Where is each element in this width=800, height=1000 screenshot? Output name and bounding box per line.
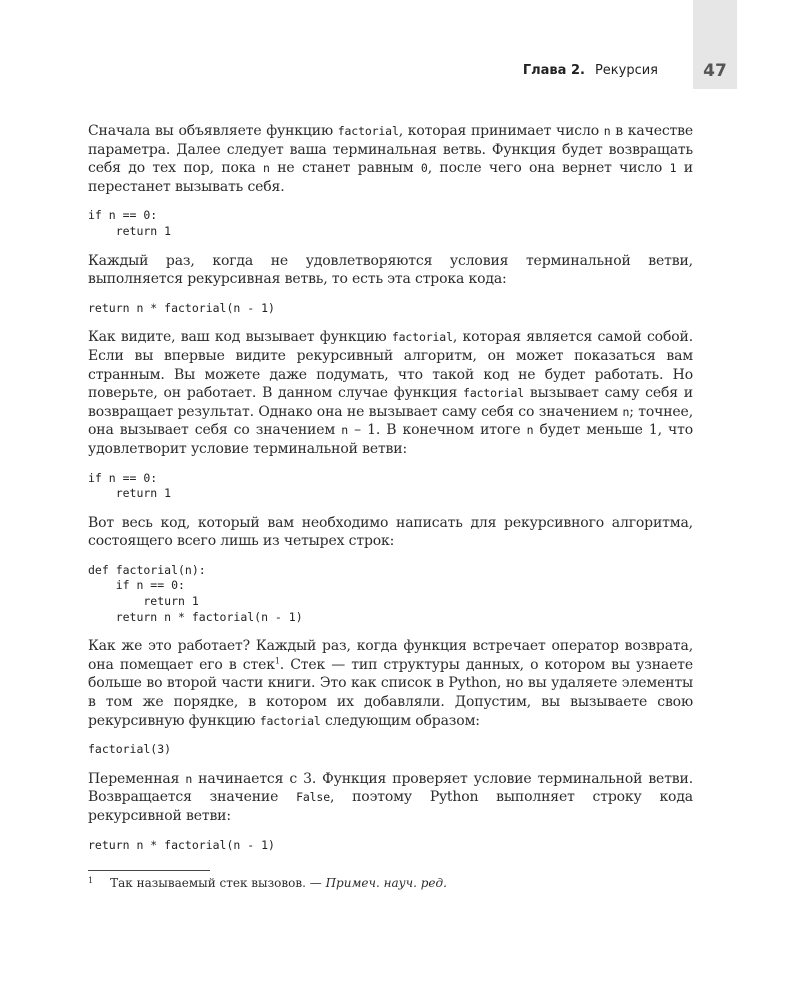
- inline-code: n: [263, 161, 270, 176]
- footnote-editor-note: Примеч. науч. ред.: [325, 876, 447, 890]
- inline-code: n: [341, 423, 348, 438]
- paragraph-intro: Сначала вы объявляете функцию factorial, которая принимает число n в качестве параметра. Далее следует ваша терминальная ветвь. Функция будет возвращать себя до тех пор, пока n не станет равным 0, после чего она вернет число 1 и перестанет вызывать себя.: [88, 123, 693, 195]
- footnote: [88, 876, 693, 890]
- code-block-full-factorial: def factorial(n): if n == 0: return 1 return n * factorial(n - 1): [88, 562, 303, 624]
- chapter-label: Глава 2.: [522, 63, 585, 78]
- code-block-recursive-line: return n * factorial(n - 1): [88, 300, 275, 315]
- chapter-title: Рекурсия: [594, 63, 658, 78]
- code-block-base-case-repeat: if n == 0: return 1: [88, 470, 172, 501]
- footnote-divider: [88, 870, 210, 871]
- inline-code: 1: [669, 161, 677, 176]
- footnote-reference: 1: [274, 656, 280, 666]
- page-number: 47: [703, 61, 727, 81]
- paragraph-trace: Переменная n начинается с 3. Функция проверяет условие терминальной ветви. Возвращается значение False, поэтому Python выполняет строку кода рекурсивной ветви:: [88, 770, 694, 824]
- inline-code: factorial: [337, 124, 399, 138]
- running-header: [523, 63, 658, 78]
- footnote-text: Так называемый стек вызовов. —: [110, 876, 322, 890]
- paragraph-explanation: Как видите, ваш код вызывает функцию factorial, которая является самой собой. Если вы впервые видите рекурсивный алгоритм, он может показаться вам странным. Вы можете даже подумать, что такой код не будет работать. Но поверьте, он работает. В данном случае функция factorial вызывает саму себя и возвращает результат. Однако она не вызывает саму себя со значением n; точнее, она вызывает себя со значением n – 1. В конечном итоге n будет меньше 1, что удовлетворит условие терминальной ветви:: [88, 329, 693, 457]
- page-body: [88, 122, 693, 865]
- inline-code: n: [185, 771, 193, 786]
- inline-code: 0: [420, 161, 428, 176]
- paragraph-full-code-intro: Вот весь код, который вам необходимо написать для рекурсивного алгоритма, состоящего всего лишь из четырех строк:: [88, 514, 693, 550]
- inline-code: False: [296, 790, 330, 805]
- inline-code: n: [622, 404, 630, 419]
- inline-code: factorial: [259, 713, 321, 728]
- paragraph-stack: Как же это работает? Каждый раз, когда функция встречает оператор возврата, она помещает его в стек$^1$. Стек — тип структуры данных, о котором вы узнаете больше во второй части книги. Это как список в Python, но вы удаляете элементы в том же порядке, в котором их добавляли. Допустим, вы вызываете свою рекурсивную функцию factorial следующим образом:: [88, 638, 693, 729]
- inline-code: factorial: [391, 330, 453, 345]
- code-block-recursive-line-repeat: return n * factorial(n - 1): [88, 837, 275, 852]
- paragraph-recursive-case: Каждый раз, когда не удовлетворяются условия терминальной ветви, выполняется рекурсивная ветвь, то есть эта строка кода:: [88, 252, 693, 288]
- inline-code: n: [603, 124, 611, 138]
- inline-code: factorial: [463, 386, 525, 401]
- code-block-call: factorial(3): [88, 742, 172, 757]
- footnote-mark: 1: [88, 876, 94, 885]
- inline-code: n: [526, 423, 534, 438]
- code-block-base-case: if n == 0: return 1: [88, 208, 172, 238]
